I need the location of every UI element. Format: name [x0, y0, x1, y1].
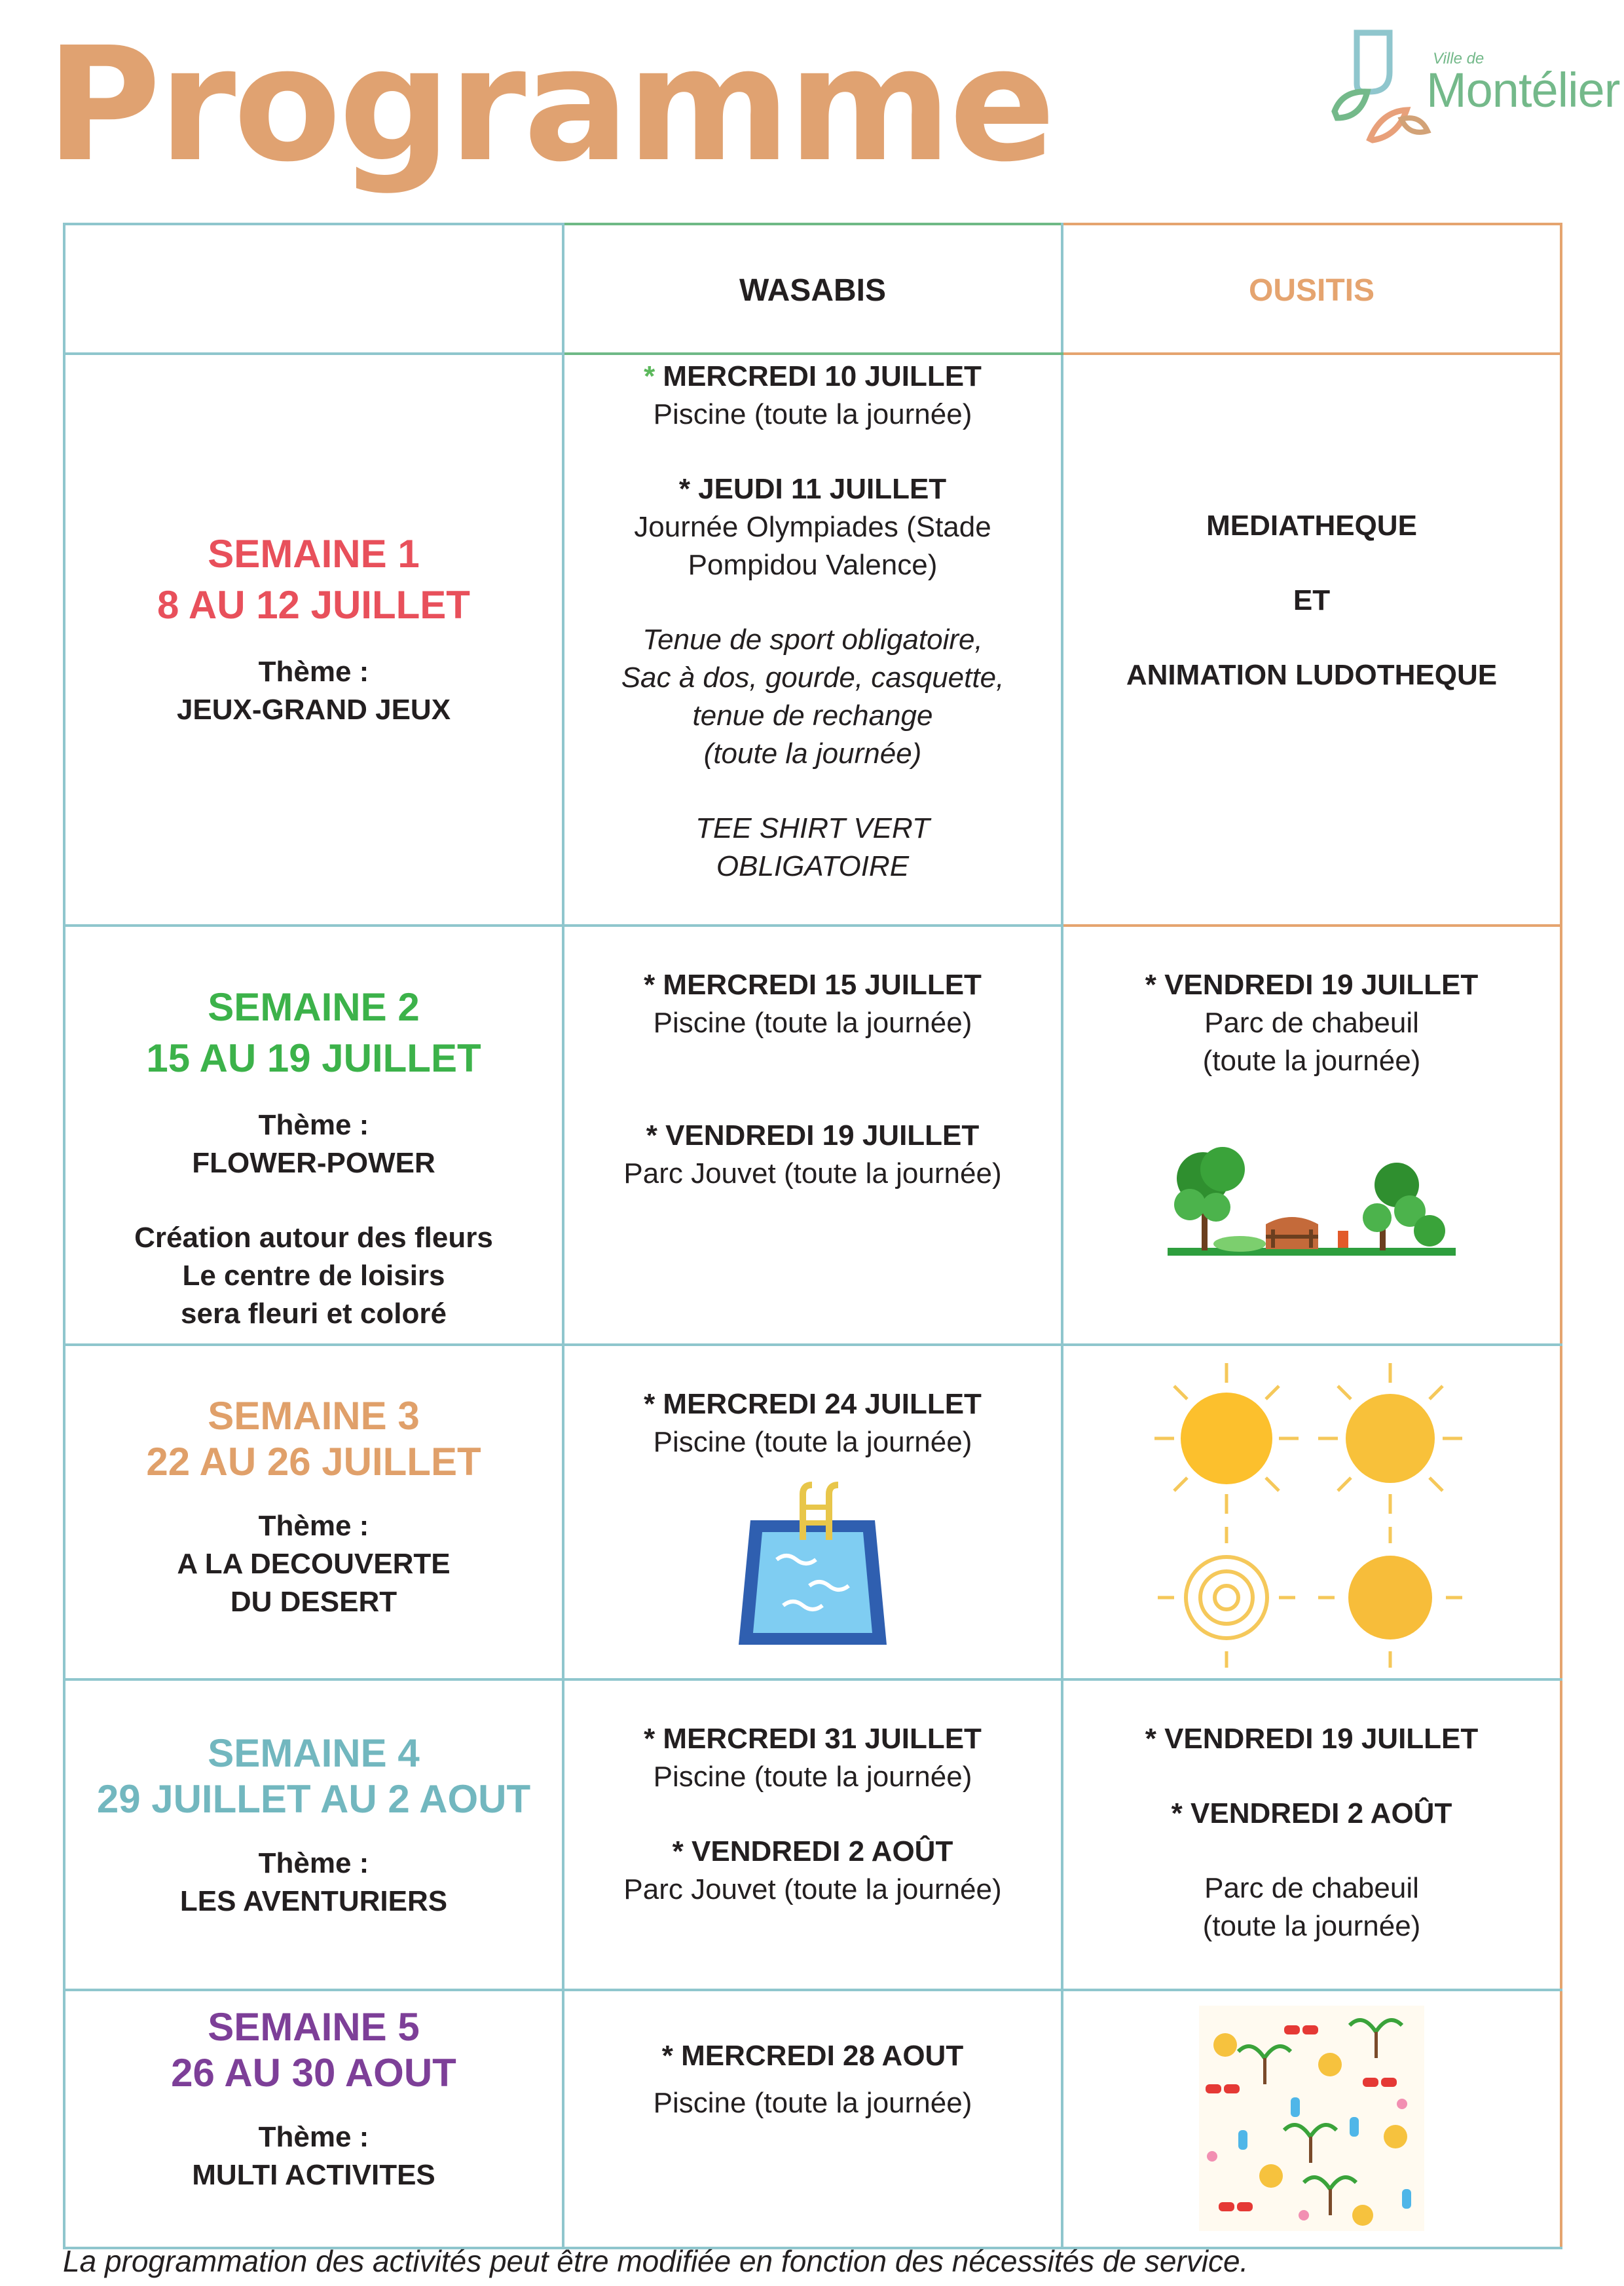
activity-date: * VENDREDI 19 JUILLET [646, 1119, 980, 1152]
week-dates: 29 JUILLET AU 2 AOUT [96, 1777, 531, 1821]
activity-note: TEE SHIRT VERT [695, 812, 930, 844]
theme-label: Thème : [258, 1510, 369, 1542]
ousitis-cell-4 [1062, 1679, 1561, 1990]
header-row [64, 224, 1561, 354]
ousitis-cell-3 [1062, 1345, 1561, 1679]
suns-icon [1141, 1357, 1482, 1671]
footnote: La programmation des activités peut être modifiée en fonction des nécessités de service. [63, 2244, 1249, 2278]
activity-date-text: MERCREDI 10 JUILLET [663, 360, 982, 392]
ousitis-cell-2 [1062, 926, 1561, 1345]
week-name: SEMAINE 4 [208, 1731, 420, 1775]
activity-note: OBLIGATOIRE [716, 850, 910, 882]
theme-description: Création autour des fleurs [134, 1222, 493, 1254]
header-wasabis-cell [563, 224, 1062, 354]
theme-label: Thème : [258, 1847, 369, 1879]
wasabis-cell-1 [563, 354, 1062, 926]
summer-pattern-icon [1199, 2006, 1424, 2231]
week-row-1 [64, 354, 1561, 926]
activity-date [564, 358, 1061, 396]
activity-desc: Journée Olympiades (Stade [634, 511, 991, 543]
week-dates: 22 AU 26 JUILLET [146, 1440, 481, 1484]
theme-value: A LA DECOUVERTE [177, 1548, 451, 1580]
header-ousitis-cell [1062, 224, 1561, 354]
swimming-pool-icon [731, 1481, 895, 1651]
activity-date: * VENDREDI 19 JUILLET [1145, 1723, 1479, 1755]
activity-date: * MERCREDI 24 JUILLET [644, 1388, 982, 1420]
park-icon [1161, 1133, 1462, 1264]
star-marker: * [644, 360, 655, 392]
activity-date: * VENDREDI 19 JUILLET [1145, 969, 1479, 1001]
activity-note: (toute la journée) [703, 738, 922, 770]
week-name: SEMAINE 1 [208, 532, 420, 576]
theme-value: LES AVENTURIERS [179, 1885, 448, 1917]
activity-date: * MERCREDI 28 AOUT [661, 2040, 964, 2072]
theme-value: DU DESERT [230, 1586, 397, 1618]
activity-date: * VENDREDI 2 AOÛT [672, 1835, 953, 1867]
theme-label: Thème : [258, 1109, 369, 1141]
week-dates: 15 AU 19 JUILLET [146, 1036, 481, 1080]
activity-desc: (toute la journée) [1202, 1910, 1421, 1942]
theme-description: Le centre de loisirs [182, 1260, 445, 1292]
column-header-ousitis: OUSITIS [1248, 273, 1375, 308]
activity-desc: Parc Jouvet (toute la journée) [623, 1873, 1002, 1905]
wasabis-cell-4 [563, 1679, 1062, 1990]
activity-desc: Piscine (toute la journée) [653, 1007, 972, 1039]
wasabis-cell-2 [563, 926, 1062, 1345]
week-dates: 26 AU 30 AOUT [171, 2051, 456, 2095]
week-row-4 [64, 1679, 1561, 1990]
activity-title: ANIMATION LUDOTHEQUE [1126, 659, 1498, 691]
theme-value: JEUX-GRAND JEUX [176, 694, 451, 726]
activity-desc: Parc Jouvet (toute la journée) [623, 1157, 1002, 1190]
activity-title: MEDIATHEQUE [1206, 510, 1417, 542]
week-name: SEMAINE 3 [208, 1394, 420, 1438]
week-row-3 [64, 1345, 1561, 1679]
week-cell-4 [64, 1679, 563, 1990]
activity-desc: Parc de chabeuil [1204, 1872, 1419, 1904]
header-empty-cell [64, 224, 563, 354]
activity-note: tenue de rechange [692, 700, 933, 732]
activity-desc: Parc de chabeuil [1204, 1007, 1419, 1039]
ousitis-cell-5 [1062, 1990, 1561, 2248]
activity-date: * VENDREDI 2 AOÛT [1171, 1797, 1452, 1829]
activity-desc: (toute la journée) [1202, 1045, 1421, 1077]
activity-desc: Piscine (toute la journée) [653, 1426, 972, 1458]
montelier-logo [1329, 26, 1620, 183]
activity-desc: Piscine (toute la journée) [653, 398, 972, 430]
activity-date: * MERCREDI 15 JUILLET [644, 969, 982, 1001]
ousitis-cell-1 [1062, 354, 1561, 926]
week-row-5 [64, 1990, 1561, 2248]
activity-desc: Pompidou Valence) [688, 549, 938, 581]
programme-table [63, 223, 1562, 2249]
logo-name: Montélier [1426, 63, 1620, 117]
week-cell-2 [64, 926, 563, 1345]
theme-value: FLOWER-POWER [192, 1147, 435, 1179]
activity-note: Tenue de sport obligatoire, [642, 624, 983, 656]
wasabis-cell-5 [563, 1990, 1062, 2248]
week-cell-1 [64, 354, 563, 926]
activity-date: * MERCREDI 31 JUILLET [644, 1723, 982, 1755]
week-cell-3 [64, 1345, 563, 1679]
theme-label: Thème : [258, 2121, 369, 2153]
week-name: SEMAINE 5 [208, 2005, 420, 2049]
week-name: SEMAINE 2 [208, 985, 420, 1029]
logo-prefix: Ville de [1433, 50, 1485, 67]
theme-value: MULTI ACTIVITES [192, 2159, 435, 2191]
week-dates: 8 AU 12 JUILLET [157, 583, 470, 627]
theme-label: Thème : [258, 656, 369, 688]
theme-description: sera fleuri et coloré [181, 1298, 447, 1330]
page-title: Programme [46, 13, 1054, 197]
activity-desc: Piscine (toute la journée) [653, 1761, 972, 1793]
column-header-wasabis: WASABIS [739, 273, 886, 308]
activity-date: * JEUDI 11 JUILLET [678, 473, 947, 505]
wasabis-cell-3 [563, 1345, 1062, 1679]
week-row-2 [64, 926, 1561, 1345]
week-cell-5 [64, 1990, 563, 2248]
activity-note: Sac à dos, gourde, casquette, [621, 662, 1005, 694]
activity-desc: Piscine (toute la journée) [653, 2087, 972, 2119]
activity-title: ET [1293, 584, 1331, 616]
